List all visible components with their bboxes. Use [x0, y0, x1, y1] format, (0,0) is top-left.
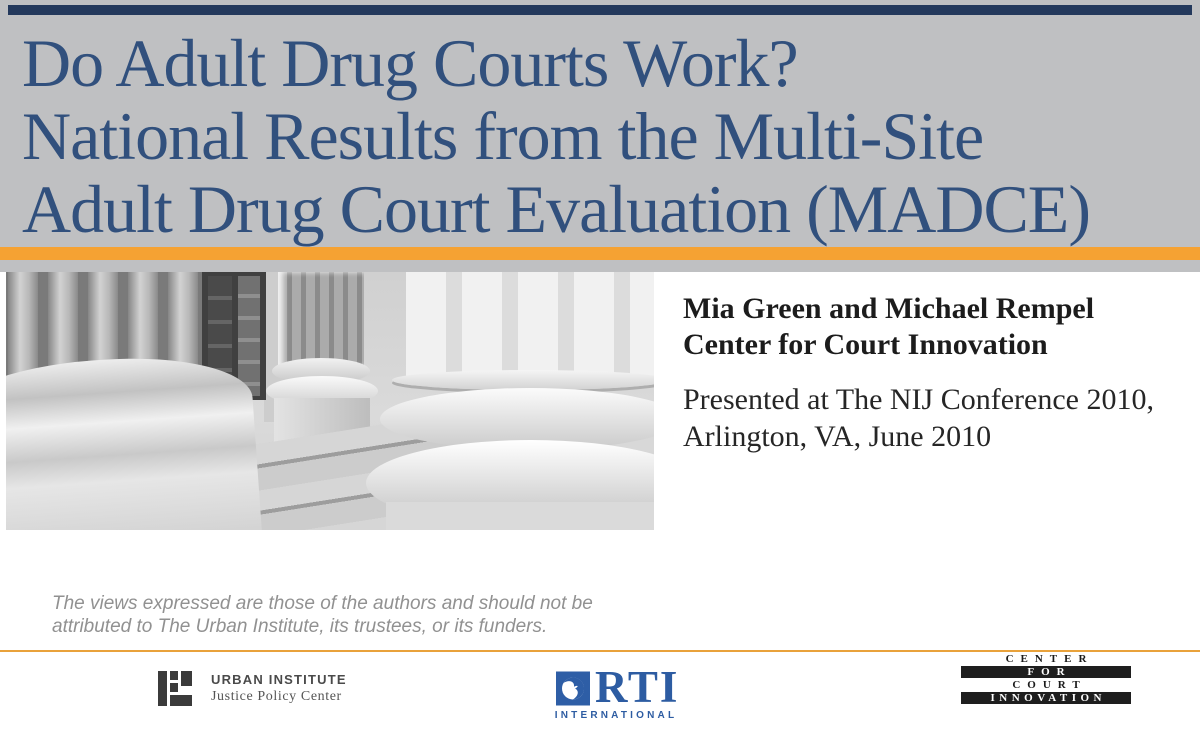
orange-divider-bar: [0, 247, 1200, 260]
header-band: [0, 0, 1200, 272]
orange-divider-line: [0, 650, 1200, 652]
title-line-2: National Results from the Multi-Site: [22, 98, 984, 174]
presented-line-2: Arlington, VA, June 2010: [683, 420, 992, 453]
cci-line-center: CENTER: [1005, 653, 1094, 665]
urban-institute-logo-icon: [158, 671, 192, 706]
rti-logo: [548, 662, 684, 721]
authors-line: Mia Green and Michael Rempel: [683, 292, 1095, 325]
rti-name: RTI: [595, 662, 680, 712]
disclaimer-line-2: attributed to The Urban Institute, its trustees, or its funders.: [52, 616, 548, 637]
authors-block: [683, 291, 1094, 363]
cci-line-for: FOR: [961, 666, 1131, 678]
top-accent-bar: [8, 5, 1192, 15]
presented-line-1: Presented at The NIJ Conference 2010,: [683, 383, 1154, 416]
photo-right-column: [386, 272, 654, 530]
courthouse-columns-photo: [6, 272, 654, 530]
authors-affiliation: Center for Court Innovation: [683, 328, 1048, 361]
rti-swirl-icon: [556, 671, 590, 706]
title-line-3: Adult Drug Court Evaluation (MADCE): [22, 171, 1090, 247]
photo-left-column-base: [6, 350, 262, 530]
disclaimer-text: [52, 592, 593, 638]
center-for-court-innovation-logo: [961, 653, 1131, 705]
disclaimer-line-1: The views expressed are those of the authors and should not be: [52, 593, 593, 614]
urban-institute-subtitle: Justice Policy Center: [211, 689, 342, 704]
title-line-1: Do Adult Drug Courts Work?: [22, 25, 798, 101]
cci-line-court: COURT: [1012, 679, 1087, 691]
rti-subtitle: INTERNATIONAL: [554, 710, 678, 721]
presented-block: [683, 381, 1154, 455]
photo-middle-column: [278, 272, 364, 367]
urban-institute-name: URBAN INSTITUTE: [211, 672, 347, 687]
cci-line-innovation: INNOVATION: [961, 692, 1131, 704]
slide-title: [22, 27, 1090, 246]
